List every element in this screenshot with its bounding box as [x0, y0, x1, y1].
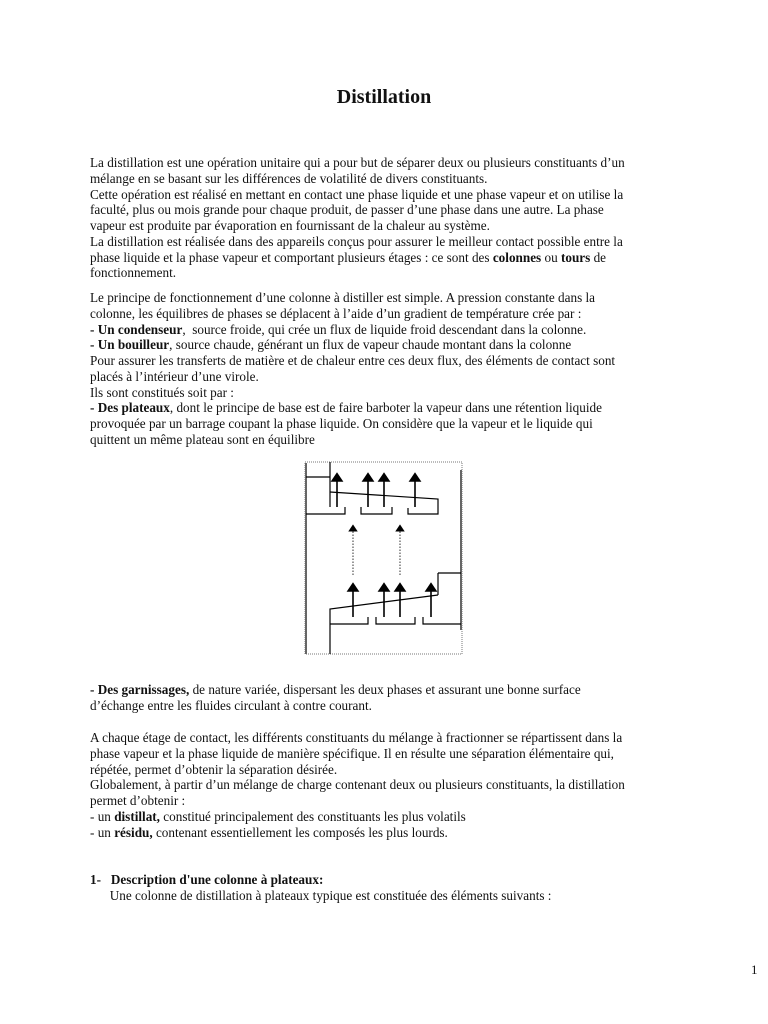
bold-text: - Des plateaux: [90, 400, 170, 416]
bold-text: - Un condenseur: [90, 321, 183, 337]
text: de nature variée, dispersant les deux phases et assurant une bonne surface: [189, 682, 581, 697]
text: La distillation est réalisée dans des appareils conçus pour assurer le meilleur contact possible entre la: [90, 233, 623, 249]
text: , source froide, qui crée un flux de liquide froid descendant dans la colonne.: [182, 321, 587, 337]
text: - un: [90, 808, 115, 824]
bold-text: résidu,: [114, 824, 153, 840]
text: ou: [541, 249, 561, 265]
text: colonne, les équilibres de phases se déplacent à l’aide d’un gradient de température crée par :: [90, 305, 582, 321]
text-line: [90, 746, 710, 762]
text-line: [90, 416, 710, 432]
page-number: 1: [751, 962, 758, 977]
bold-text: 1- Description d'une colonne à plateaux:: [90, 872, 324, 887]
text-line: [90, 250, 710, 266]
text: Une colonne de distillation à plateaux typique est constituée des éléments suivants :: [90, 887, 552, 903]
text: fonctionnement.: [90, 265, 177, 281]
tray-column-diagram: [295, 455, 475, 665]
bold-text: distillat,: [114, 808, 160, 824]
bold-text: colonnes: [492, 249, 542, 265]
text-line: [90, 218, 710, 234]
text-line: [90, 432, 710, 448]
text-line: [90, 762, 710, 778]
text: provoquée par un barrage coupant la phase liquide. On considère que la vapeur et le liquide qui: [90, 416, 593, 431]
principle-paragraph: [90, 290, 710, 448]
text-line: [90, 809, 710, 825]
text-line: [90, 187, 710, 203]
text: , dont le principe de base est de faire barboter la vapeur dans une rétention liquide: [169, 400, 602, 416]
text-line: [90, 322, 710, 338]
bold-text: - Des garnissages,: [90, 682, 190, 697]
text: quittent un même plateau sont en équilibre: [90, 431, 315, 447]
packing-paragraph: [90, 682, 710, 714]
text: Le principe de fonctionnement d’une colonne à distiller est simple. A pression constante dans la: [90, 290, 596, 305]
text-line: [90, 369, 710, 385]
text: Pour assurer les transferts de matière et de chaleur entre ces deux flux, des éléments de contact sont: [90, 353, 616, 368]
text: , source chaude, générant un flux de vapeur chaude montant dans la colonne: [169, 337, 572, 353]
stages-paragraph: [90, 730, 710, 840]
text-line: [90, 777, 710, 793]
upper-tray: [306, 462, 438, 514]
text: de: [590, 249, 607, 265]
text-line: [90, 682, 710, 698]
text: constitué principalement des constituants les plus volatils: [159, 808, 466, 824]
text: Cette opération est réalisé en mettant en contact une phase liquide et une phase vapeur et on utilise la: [90, 186, 624, 202]
text-line: [90, 353, 710, 369]
text-line: [90, 730, 710, 746]
lower-tray: [330, 573, 461, 654]
text-line: [90, 202, 710, 218]
text-line: [90, 793, 710, 809]
text: A chaque étage de contact, les différents constituants du mélange à fractionner se répartissent dans la: [90, 730, 623, 745]
bold-text: - Un bouilleur: [90, 337, 170, 353]
text: répétée, permet d’obtenir la séparation désirée.: [90, 761, 338, 777]
section-1: [90, 872, 710, 904]
text: placés à l’intérieur d’une virole.: [90, 368, 259, 384]
text-line: [90, 872, 710, 888]
text-line: [90, 888, 710, 904]
text: Globalement, à partir d’un mélange de charge contenant deux ou plusieurs constituants, la distillation: [90, 777, 625, 793]
text: La distillation est une opération unitaire qui a pour but de séparer deux ou plusieurs constituants d’un: [90, 155, 625, 170]
text: phase vapeur et la phase liquide de manière spécifique. Il en résulte une séparation élémentaire qui,: [90, 745, 614, 761]
text-line: [90, 306, 710, 322]
text-line: [90, 698, 710, 714]
text: Ils sont constitués soit par :: [90, 384, 234, 400]
text: vapeur est produite par évaporation en fournissant de la chaleur au système.: [90, 218, 490, 233]
text: faculté, plus ou mois grande pour chaque produit, de passer d’une phase dans une autre. La phase: [90, 202, 604, 218]
page-title: Distillation: [336, 86, 432, 108]
text: permet d’obtenir :: [90, 793, 186, 808]
text-line: [90, 337, 710, 353]
text: contenant essentiellement les composés les plus lourds.: [152, 824, 448, 840]
text-line: [90, 825, 710, 841]
text-line: [90, 400, 710, 416]
text-line: [90, 155, 710, 171]
text: mélange en se basant sur les différences de volatilité de divers constituants.: [90, 170, 488, 186]
intro-paragraph: [90, 155, 710, 281]
text-line: [90, 171, 710, 187]
text-line: [90, 265, 710, 281]
text-line: [90, 234, 710, 250]
text: - un: [90, 824, 115, 840]
bold-text: tours: [560, 249, 591, 265]
text-line: [90, 290, 710, 306]
text: phase liquide et la phase vapeur et comportant plusieurs étages : ce sont des: [90, 249, 493, 265]
text-line: [90, 385, 710, 401]
text: d’échange entre les fluides circulant à contre courant.: [90, 697, 372, 713]
dotted-vapour-arrows: [353, 528, 400, 575]
